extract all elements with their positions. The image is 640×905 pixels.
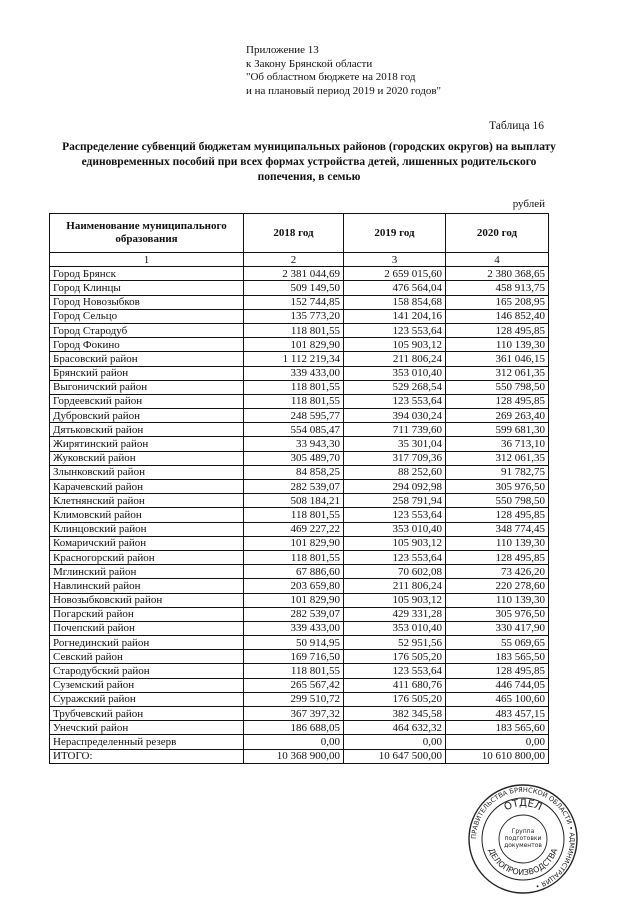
amount-cell: 67 886,60 [244,565,344,579]
table-row [50,522,549,536]
amount-cell: 118 801,55 [244,664,344,678]
municipality-name: Дубровский район [50,409,244,423]
table-row [50,352,549,366]
amount-cell: 123 553,64 [344,508,446,522]
amount-cell: 361 046,15 [446,352,549,366]
amount-cell: 152 744,85 [244,295,344,309]
amount-cell: 353 010,40 [344,522,446,536]
table-row [50,281,549,295]
amount-cell: 50 914,95 [244,636,344,650]
amount-cell: 118 801,55 [244,323,344,337]
stamp-center-line: документов [504,842,542,849]
amount-cell: 105 903,12 [344,536,446,550]
amount-cell: 123 553,64 [344,664,446,678]
amount-cell: 2 659 015,60 [344,267,446,281]
table-row [50,636,549,650]
amount-cell: 128 495,85 [446,508,549,522]
amount-cell: 353 010,40 [344,621,446,635]
municipality-name: Новозыбковский район [50,593,244,607]
table-row [50,565,549,579]
table-row [50,550,549,564]
amount-cell: 317 709,36 [344,451,446,465]
table-row [50,366,549,380]
amount-cell: 476 564,04 [344,281,446,295]
header-name: Наименование муниципального образования [50,214,244,253]
municipality-name: Город Сельцо [50,309,244,323]
amount-cell: 282 539,07 [244,607,344,621]
column-number: 3 [344,253,446,267]
table-row [50,735,549,749]
annex-line: "Об областном бюджете на 2018 год [246,71,416,84]
amount-cell: 123 553,64 [344,394,446,408]
municipality-name: Жуковский район [50,451,244,465]
municipality-name: Мглинский район [50,565,244,579]
municipality-name: Брянский район [50,366,244,380]
municipality-name: Рогнединский район [50,636,244,650]
amount-cell: 0,00 [446,735,549,749]
table-row [50,664,549,678]
amount-cell: 158 854,68 [344,295,446,309]
amount-cell: 248 595,77 [244,409,344,423]
amount-cell: 101 829,90 [244,593,344,607]
municipality-name: Стародубский район [50,664,244,678]
amount-cell: 599 681,30 [446,423,549,437]
amount-cell: 367 397,32 [244,707,344,721]
table-row [50,607,549,621]
table-row [50,621,549,635]
amount-cell: 305 489,70 [244,451,344,465]
amount-cell: 305 976,50 [446,480,549,494]
table-row [50,508,549,522]
table-row [50,650,549,664]
annex-line: к Закону Брянской области [246,57,373,70]
amount-cell: 176 505,20 [344,650,446,664]
table-row [50,267,549,281]
header-2019: 2019 год [344,214,446,253]
municipality-name: Выгоничский район [50,380,244,394]
amount-cell: 128 495,85 [446,550,549,564]
amount-cell: 135 773,20 [244,309,344,323]
amount-cell: 118 801,55 [244,550,344,564]
amount-cell: 10 368 900,00 [244,749,344,763]
amount-cell: 118 801,55 [244,380,344,394]
amount-cell: 10 647 500,00 [344,749,446,763]
municipality-name: Навлинский район [50,579,244,593]
municipality-name: Город Клинцы [50,281,244,295]
amount-cell: 123 553,64 [344,550,446,564]
amount-cell: 128 495,85 [446,664,549,678]
annex-block [246,44,441,98]
table-row [50,309,549,323]
header-2020: 2020 год [446,214,549,253]
table-total-row [50,749,549,763]
stamp-center-line: подготовки [504,835,542,842]
amount-cell: 211 806,24 [344,352,446,366]
table-row [50,707,549,721]
municipality-name: Комаричский район [50,536,244,550]
amount-cell: 101 829,90 [244,338,344,352]
amount-cell: 294 092,98 [344,480,446,494]
amount-cell: 110 139,30 [446,593,549,607]
municipality-name: Клетнянский район [50,494,244,508]
municipality-name: Севский район [50,650,244,664]
amount-cell: 2 381 044,69 [244,267,344,281]
subsidy-table [49,213,549,764]
amount-cell: 128 495,85 [446,394,549,408]
municipality-name: Злынковский район [50,465,244,479]
amount-cell: 2 380 368,65 [446,267,549,281]
amount-cell: 382 345,58 [344,707,446,721]
amount-cell: 394 030,24 [344,409,446,423]
amount-cell: 176 505,20 [344,692,446,706]
amount-cell: 141 204,16 [344,309,446,323]
amount-cell: 165 208,95 [446,295,549,309]
amount-cell: 0,00 [344,735,446,749]
amount-cell: 88 252,60 [344,465,446,479]
column-number: 4 [446,253,549,267]
table-row [50,579,549,593]
amount-cell: 464 632,32 [344,721,446,735]
table-row [50,536,549,550]
amount-cell: 529 268,54 [344,380,446,394]
amount-cell: 91 782,75 [446,465,549,479]
table-row [50,394,549,408]
amount-cell: 411 680,76 [344,678,446,692]
table-row [50,494,549,508]
table-row [50,437,549,451]
amount-cell: 55 069,65 [446,636,549,650]
amount-cell: 446 744,05 [446,678,549,692]
amount-cell: 33 943,30 [244,437,344,451]
amount-cell: 128 495,85 [446,323,549,337]
amount-cell: 339 433,00 [244,366,344,380]
table-row [50,465,549,479]
document-title: Распределение субвенций бюджетам муниципальных районов (городских округов) на выплату единовременных пособий при всех формах устройства детей, лишенных родительского попечения, в семью [62,141,556,183]
municipality-name: Клинцовский район [50,522,244,536]
amount-cell: 258 791,94 [344,494,446,508]
municipality-name: Суземский район [50,678,244,692]
amount-cell: 110 139,30 [446,338,549,352]
amount-cell: 483 457,15 [446,707,549,721]
municipality-name: Красногорский район [50,550,244,564]
municipality-name: Город Стародуб [50,323,244,337]
municipality-name: Суражский район [50,692,244,706]
amount-cell: 348 774,45 [446,522,549,536]
table-row [50,678,549,692]
amount-cell: 299 510,72 [244,692,344,706]
municipality-name: Климовский район [50,508,244,522]
amount-cell: 554 085,47 [244,423,344,437]
stamp-inner-top: ОТДЕЛ [502,797,544,814]
amount-cell: 339 433,00 [244,621,344,635]
municipality-name: Брасовский район [50,352,244,366]
column-number: 1 [50,253,244,267]
column-number: 2 [244,253,344,267]
table-row [50,593,549,607]
amount-cell: 0,00 [244,735,344,749]
annex-line: Приложение 13 [246,44,319,56]
municipality-name: Город Брянск [50,267,244,281]
amount-cell: 36 713,10 [446,437,549,451]
table-row [50,323,549,337]
municipality-name: Город Фокино [50,338,244,352]
table-row [50,451,549,465]
amount-cell: 429 331,28 [344,607,446,621]
amount-cell: 186 688,05 [244,721,344,735]
amount-cell: 105 903,12 [344,593,446,607]
municipality-name: ИТОГО: [50,749,244,763]
amount-cell: 265 567,42 [244,678,344,692]
table-row [50,295,549,309]
amount-cell: 211 806,24 [344,579,446,593]
header-2018: 2018 год [244,214,344,253]
table-row [50,423,549,437]
amount-cell: 169 716,50 [244,650,344,664]
amount-cell: 269 263,40 [446,409,549,423]
amount-cell: 35 301,04 [344,437,446,451]
table-row [50,338,549,352]
units-label: рублей [512,198,545,210]
amount-cell: 183 565,60 [446,721,549,735]
amount-cell: 220 278,60 [446,579,549,593]
municipality-name: Жирятинский район [50,437,244,451]
municipality-name: Унечский район [50,721,244,735]
amount-cell: 101 829,90 [244,536,344,550]
amount-cell: 1 112 219,34 [244,352,344,366]
table-row [50,380,549,394]
amount-cell: 84 858,25 [244,465,344,479]
amount-cell: 469 227,22 [244,522,344,536]
municipality-name: Трубчевский район [50,707,244,721]
amount-cell: 10 610 800,00 [446,749,549,763]
amount-cell: 711 739,60 [344,423,446,437]
municipality-name: Карачевский район [50,480,244,494]
svg-text:ДЕЛОПРОИЗВОДСТВА [487,847,560,878]
amount-cell: 458 913,75 [446,281,549,295]
table-row [50,692,549,706]
amount-cell: 465 100,60 [446,692,549,706]
amount-cell: 282 539,07 [244,480,344,494]
amount-cell: 73 426,20 [446,565,549,579]
table-row [50,409,549,423]
column-number-row [50,253,549,267]
amount-cell: 508 184,21 [244,494,344,508]
amount-cell: 70 602,08 [344,565,446,579]
amount-cell: 183 565,50 [446,650,549,664]
amount-cell: 550 798,50 [446,380,549,394]
table-header-row [50,214,549,253]
municipality-name: Город Новозыбков [50,295,244,309]
amount-cell: 550 798,50 [446,494,549,508]
amount-cell: 305 976,50 [446,607,549,621]
stamp-inner-bottom: ДЕЛОПРОИЗВОДСТВА [486,847,560,878]
amount-cell: 118 801,55 [244,508,344,522]
amount-cell: 330 417,90 [446,621,549,635]
amount-cell: 52 951,56 [344,636,446,650]
stamp-center-line: Группа [511,828,535,835]
amount-cell: 123 553,64 [344,323,446,337]
municipality-name: Погарский район [50,607,244,621]
municipality-name: Гордеевский район [50,394,244,408]
table-label: Таблица 16 [489,120,544,132]
municipality-name: Дятьковский район [50,423,244,437]
amount-cell: 118 801,55 [244,394,344,408]
amount-cell: 509 149,50 [244,281,344,295]
amount-cell: 312 061,35 [446,366,549,380]
table-row [50,721,549,735]
table-row [50,480,549,494]
amount-cell: 105 903,12 [344,338,446,352]
municipality-name: Почепский район [50,621,244,635]
amount-cell: 203 659,80 [244,579,344,593]
stamp-ring-text: ПРАВИТЕЛЬСТВА БРЯНСКОЙ ОБЛАСТИ • АДМИНИСТРАЦИЯ • [469,785,577,891]
annex-line: и на плановый период 2019 и 2020 годов" [246,84,442,97]
amount-cell: 353 010,40 [344,366,446,380]
amount-cell: 312 061,35 [446,451,549,465]
office-stamp [468,784,578,894]
amount-cell: 146 852,40 [446,309,549,323]
municipality-name: Нераспределенный резерв [50,735,244,749]
amount-cell: 110 139,30 [446,536,549,550]
